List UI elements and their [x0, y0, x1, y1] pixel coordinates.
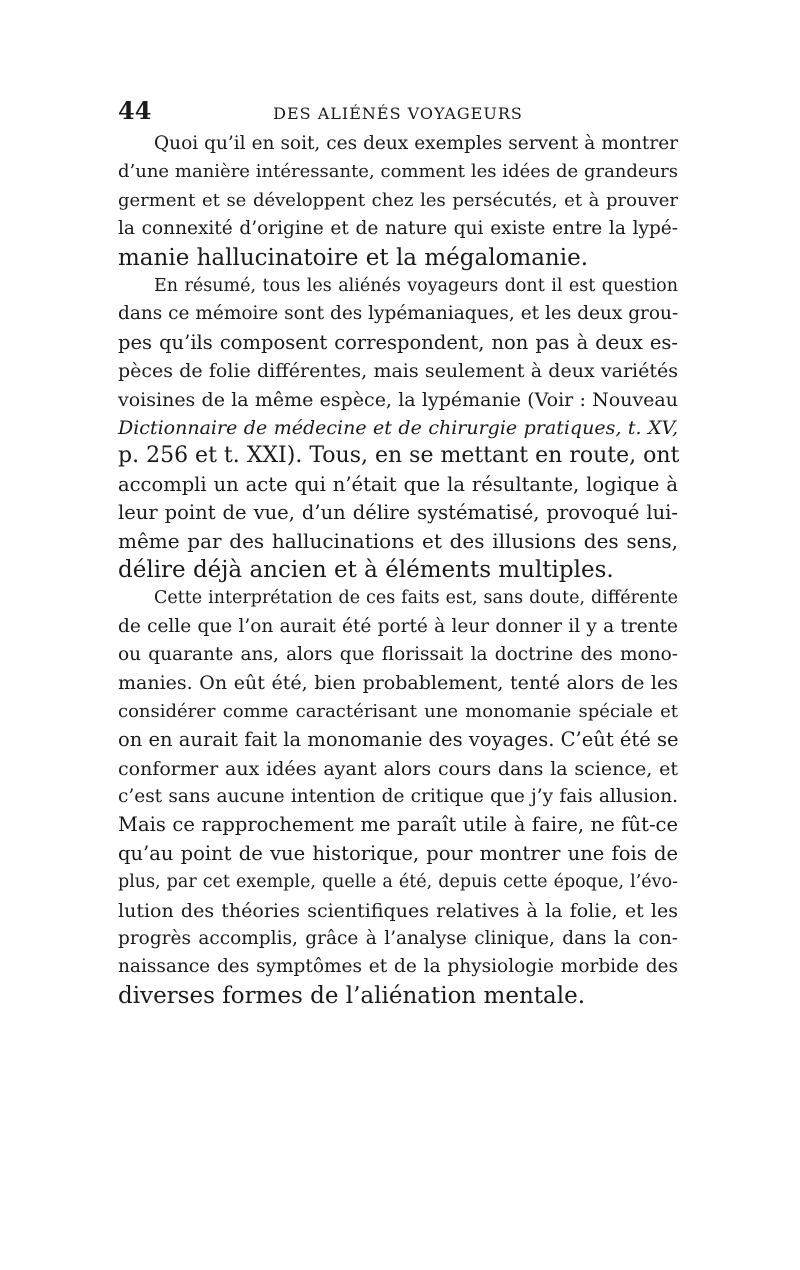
text-line: pes qu’ils composent correspondent, non pas à deux es-	[118, 330, 678, 354]
text-line: on en aurait fait la monomanie des voyages. C’eût été se	[118, 728, 679, 752]
text-line: manie hallucinatoire et la mégalomanie.	[118, 244, 589, 271]
text-line: lution des théories scientifiques relatives à la folie, et les	[118, 899, 678, 922]
text-line: de celle que l’on aurait été porté à leur donner il y a trente	[118, 615, 678, 637]
text-line: Mais ce rapprochement me paraît utile à faire, ne fût-ce	[118, 813, 678, 837]
text-line: pèces de folie différentes, mais seulement à deux variétés	[118, 360, 678, 383]
text-line: diverses formes de l’aliénation mentale.	[118, 982, 586, 1009]
page-number: 44	[118, 96, 152, 125]
text-line: d’une manière intéressante, comment les idées de grandeurs	[118, 161, 678, 183]
text-line: plus, par cet exemple, quelle a été, depuis cette époque, l’évo-	[118, 872, 678, 893]
text-line: Quoi qu’il en soit, ces deux exemples servent à montrer	[154, 133, 678, 154]
text-line: ou quarante ans, alors que florissait la doctrine des mono-	[118, 644, 678, 666]
text-line: En résumé, tous les aliénés voyageurs dont il est question	[154, 275, 678, 296]
text-line: progrès accomplis, grâce à l’analyse clinique, dans la con-	[118, 927, 678, 949]
text-line: leur point de vue, d’un délire systématisé, provoqué lui-	[118, 501, 678, 525]
text-line: germent et se développent chez les persécutés, et à prouver	[118, 189, 678, 211]
text-line: qu’au point de vue historique, pour montrer une fois de	[118, 841, 678, 865]
page-header	[118, 96, 678, 125]
text-line: considérer comme caractérisant une monomanie spéciale et	[118, 700, 678, 722]
text-line: manies. On eût été, bien probablement, tenté alors de les	[118, 672, 678, 695]
text-line: voisines de la même espèce, la lypémanie (Voir : Nouveau	[118, 388, 678, 411]
body-text	[118, 130, 678, 1010]
text-line: conformer aux idées ayant alors cours dans la science, et	[118, 757, 678, 780]
text-line-italic: Dictionnaire de médecine et de chirurgie pratiques, t. XV,	[118, 416, 678, 439]
text-line: accompli un acte qui n’était que la résultante, logique à	[118, 472, 678, 496]
text-line: p. 256 et t. XXI). Tous, en se mettant en route, ont	[118, 443, 680, 469]
running-head: DES ALIÉNÉS VOYAGEURS	[273, 104, 523, 123]
text-line: naissance des symptômes et de la physiologie morbide des	[118, 956, 678, 978]
text-line: même par des hallucinations et des illusions des sens,	[118, 529, 678, 554]
text-line: c’est sans aucune intention de critique que j’y fais allusion.	[118, 785, 678, 807]
text-line: la connexité d’origine et de nature qui existe entre la lypé-	[118, 218, 678, 240]
text-line: délire déjà ancien et à éléments multiples.	[118, 556, 614, 583]
text-line: Cette interprétation de ces faits est, sans doute, différente	[154, 588, 678, 609]
text-line: dans ce mémoire sont des lypémaniaques, et les deux grou-	[118, 303, 679, 325]
